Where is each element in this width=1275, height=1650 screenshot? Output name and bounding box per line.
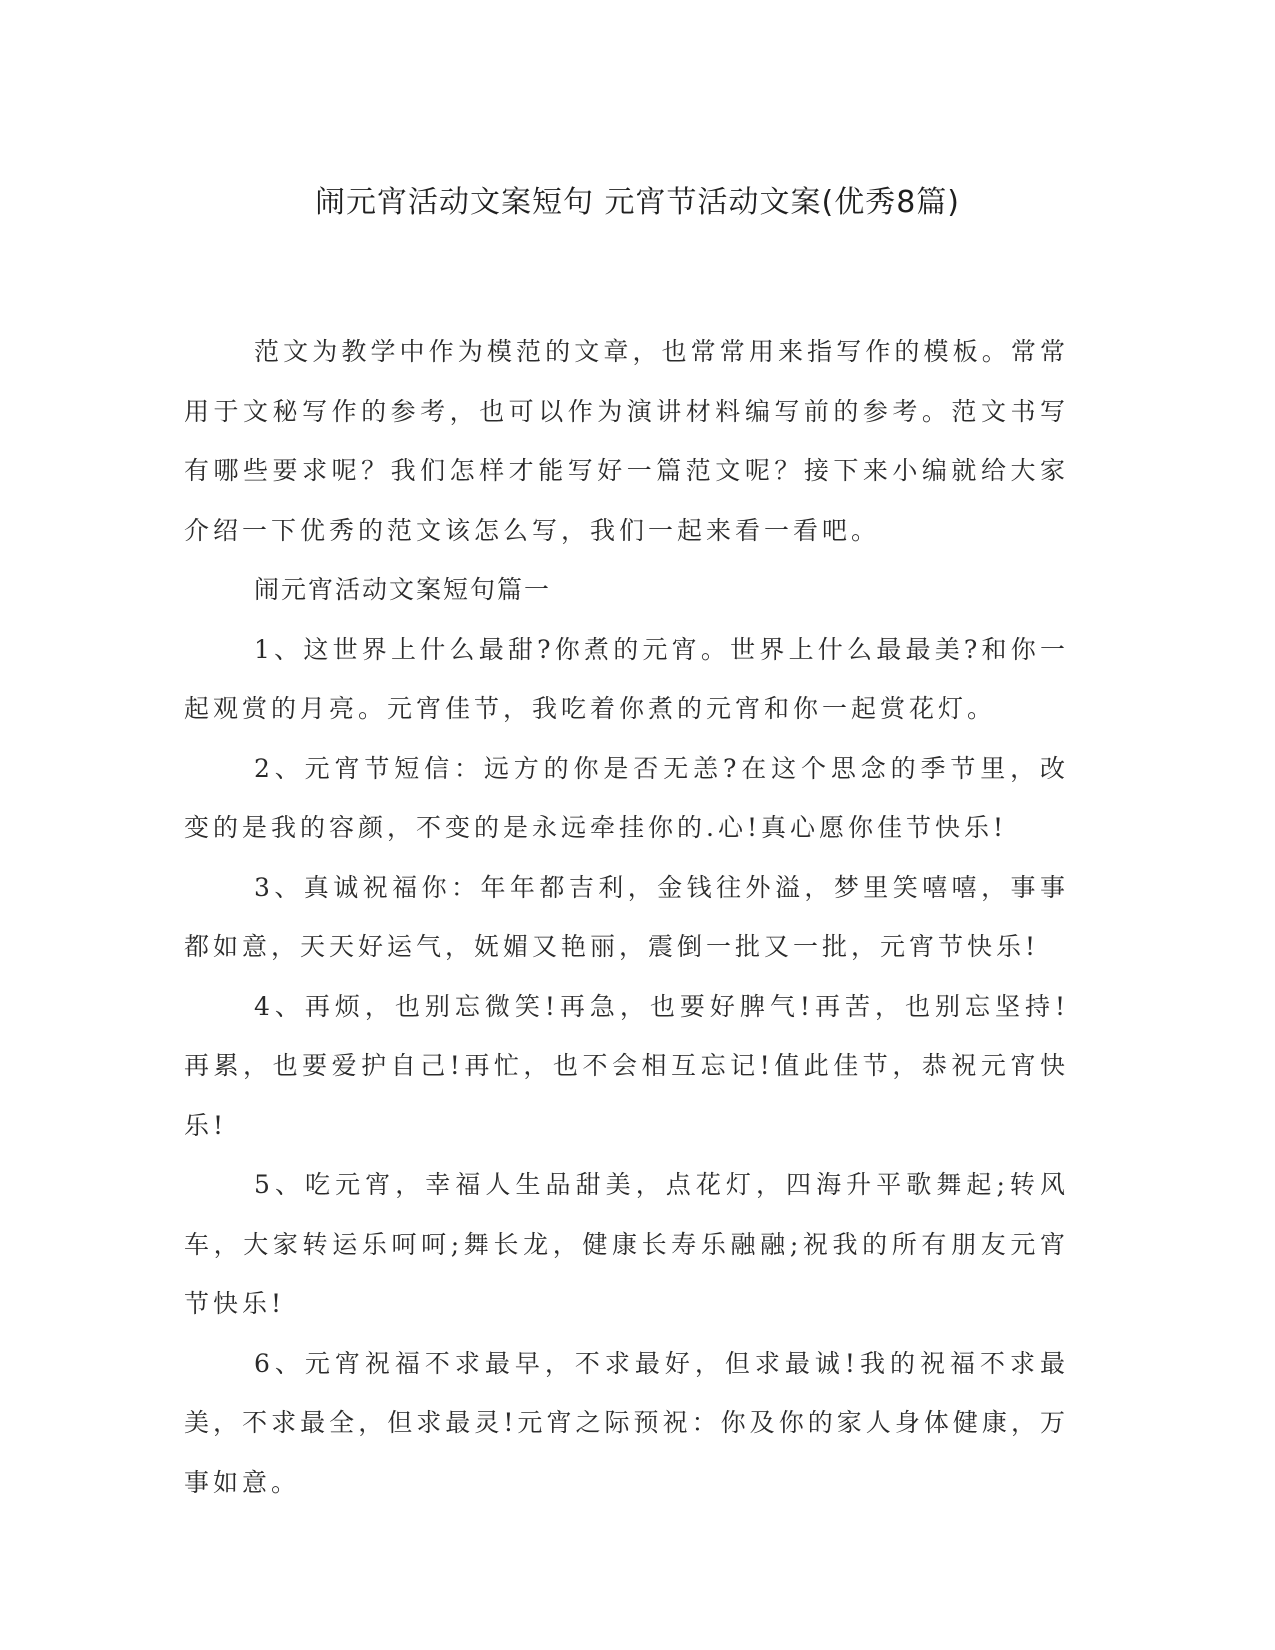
document-title: 闹元宵活动文案短句 元宵节活动文案(优秀8篇) [314, 185, 961, 220]
list-item: 3、真诚祝福你：年年都吉利，金钱往外溢，梦里笑嘻嘻，事事都如意，天天好运气，妩媚又艳丽，震倒一批又一批，元宵节快乐! [184, 872, 1069, 961]
list-item: 5、吃元宵，幸福人生品甜美，点花灯，四海升平歌舞起;转风车，大家转运乐呵呵;舞长龙，健康长寿乐融融;祝我的所有朋友元宵节快乐! [184, 1170, 1069, 1318]
list-item: 6、元宵祝福不求最早，不求最好，但求最诚!我的祝福不求最美，不求最全，但求最灵!元宵之际预祝：你及你的家人身体健康，万事如意。 [184, 1348, 1069, 1497]
list-item: 4、再烦，也别忘微笑!再急，也要好脾气!再苦，也别忘坚持!再累，也要爱护自己!再忙，也不会相互忘记!值此佳节，恭祝元宵快乐! [184, 991, 1069, 1140]
list-item: 1、这世界上什么最甜?你煮的元宵。世界上什么最最美?和你一起观赏的月亮。元宵佳节，我吃着你煮的元宵和你一起赏花灯。 [184, 634, 1069, 723]
list-item: 2、元宵节短信：远方的你是否无恙?在这个思念的季节里，改变的是我的容颜，不变的是永远牵挂你的.心!真心愿你佳节快乐! [184, 753, 1069, 842]
intro-paragraph: 范文为教学中作为模范的文章，也常常用来指写作的模板。常常用于文秘写作的参考，也可以作为演讲材料编写前的参考。范文书写有哪些要求呢？我们怎样才能写好一篇范文呢？接下来小编就给大家介绍一下优秀的范文该怎么写，我们一起来看一看吧。 [184, 337, 1069, 545]
section-heading: 闹元宵活动文案短句篇一 [254, 575, 552, 604]
document-body [184, 322, 1069, 1512]
